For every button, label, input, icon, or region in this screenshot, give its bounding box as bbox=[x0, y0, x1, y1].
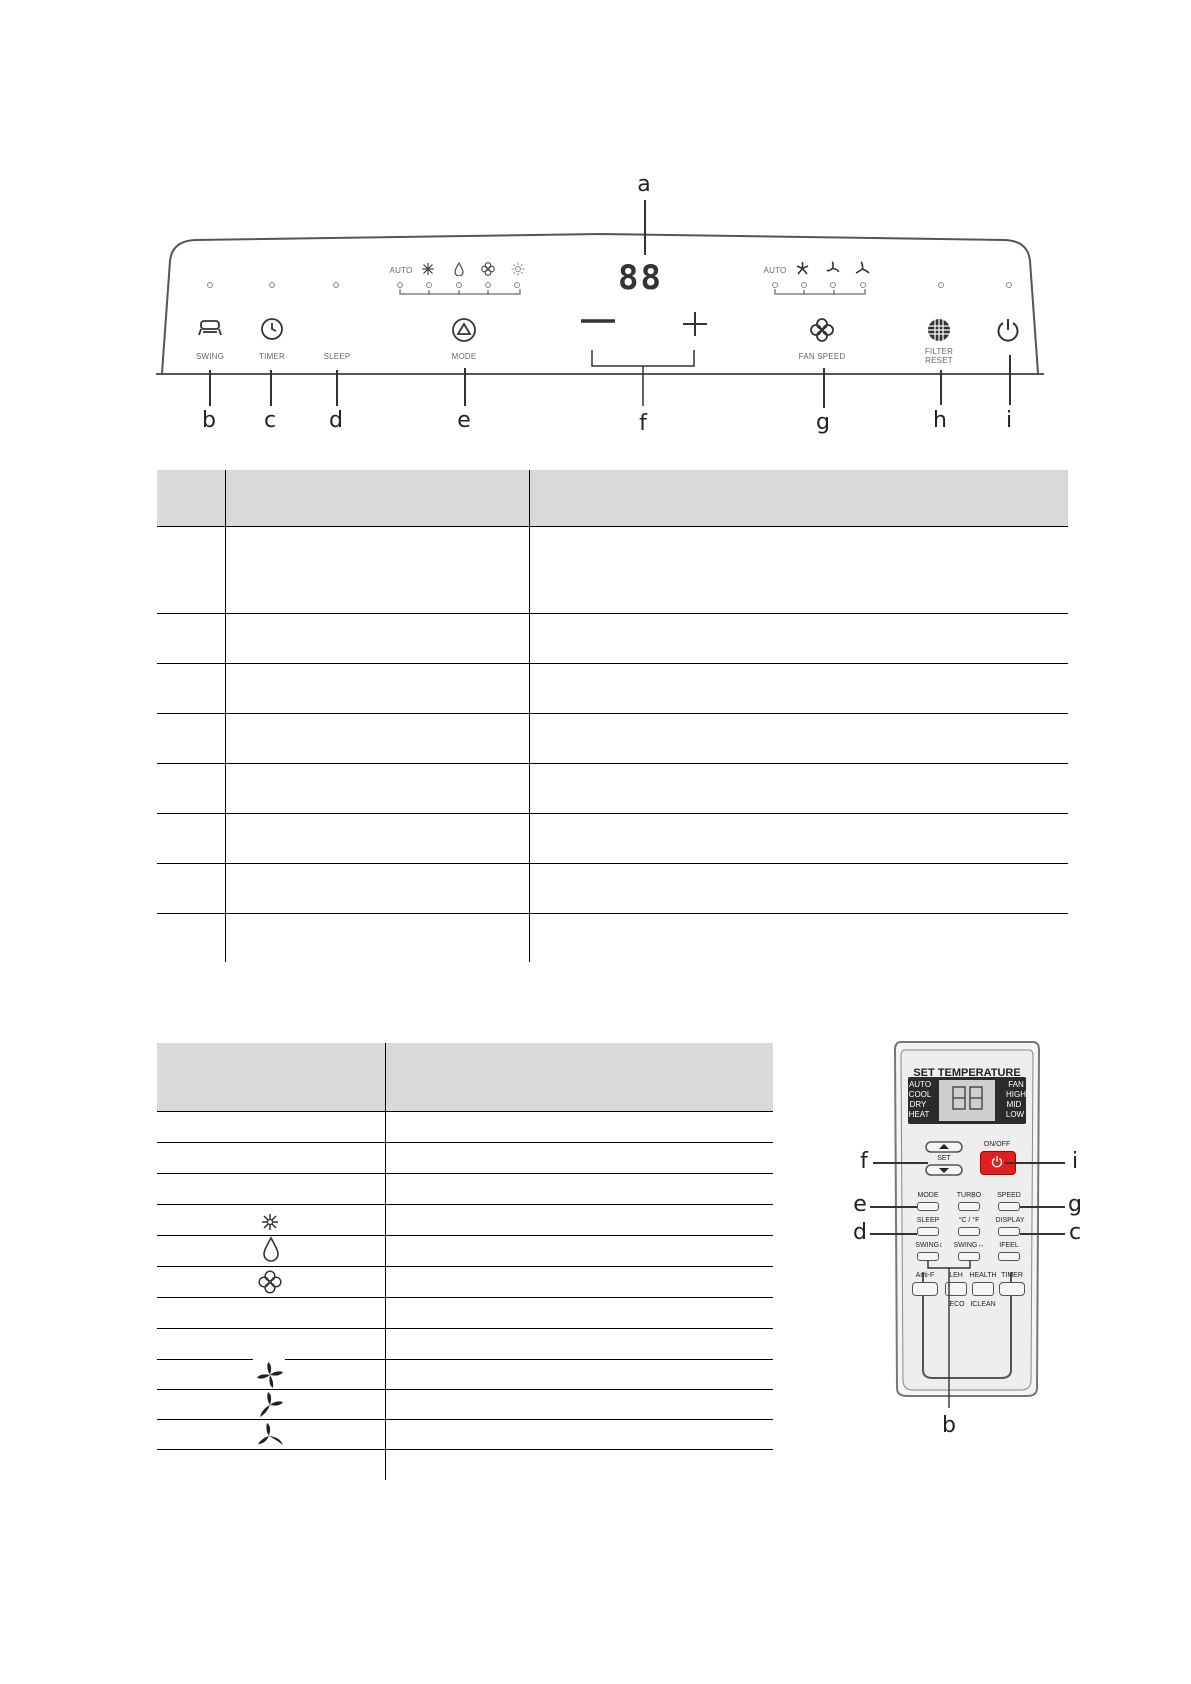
table-row-divider bbox=[157, 1389, 773, 1390]
fan-mid-icon bbox=[825, 261, 840, 276]
table-row-divider bbox=[157, 1266, 773, 1267]
leader-c bbox=[270, 370, 272, 406]
table-row-divider bbox=[157, 713, 1068, 714]
fan-icon bbox=[258, 1270, 282, 1294]
table-row-divider bbox=[157, 1297, 773, 1298]
table-row-divider bbox=[157, 1142, 773, 1143]
remote-turbo-label: TURBO bbox=[956, 1192, 982, 1199]
table-row-divider bbox=[157, 526, 1068, 527]
mode-auto-label: AUTO bbox=[389, 266, 413, 275]
remote-leh-label: LEH bbox=[949, 1272, 963, 1279]
fan-high-icon bbox=[256, 1361, 284, 1389]
leader-g bbox=[823, 368, 825, 408]
remote-set-temperature: SET TEMPERATURE bbox=[913, 1067, 1021, 1079]
remote-mid: MID bbox=[1006, 1100, 1022, 1109]
filter-icon[interactable] bbox=[926, 317, 952, 343]
remote-callout-e: e bbox=[853, 1192, 867, 1217]
remote-mode-auto: AUTO bbox=[908, 1080, 932, 1089]
table-row-divider bbox=[157, 813, 1068, 814]
remote-callout-c: c bbox=[1068, 1220, 1082, 1245]
remote-speed-label: SPEED bbox=[997, 1192, 1021, 1199]
set-up-button[interactable] bbox=[925, 1141, 963, 1153]
table-row-divider bbox=[157, 613, 1068, 614]
remote-callout-i: i bbox=[1071, 1149, 1079, 1174]
callout-b: b bbox=[202, 408, 216, 433]
sun-icon bbox=[511, 262, 525, 276]
callout-i: i bbox=[1005, 408, 1013, 433]
timer-label: TIMER bbox=[259, 352, 285, 361]
table-row-divider bbox=[157, 1419, 773, 1420]
remote-swing-h-label: SWING↔ bbox=[953, 1242, 985, 1249]
table-row-divider bbox=[157, 1235, 773, 1236]
table-col-divider bbox=[385, 1043, 386, 1480]
power-icon bbox=[991, 1155, 1003, 1168]
set-down-button[interactable] bbox=[925, 1164, 963, 1176]
snowflake-icon bbox=[261, 1213, 279, 1231]
remote-health-label: HEALTH bbox=[969, 1272, 997, 1279]
moon-icon[interactable] bbox=[325, 317, 347, 341]
sleep-led bbox=[333, 282, 339, 288]
remote-leader-c bbox=[1020, 1233, 1065, 1235]
callout-h: h bbox=[933, 408, 947, 433]
leader-i bbox=[1009, 355, 1011, 405]
leader-h bbox=[940, 370, 942, 405]
remote-unit-label: °C / °F bbox=[958, 1217, 980, 1224]
remote-callout-g: g bbox=[1068, 1192, 1082, 1217]
callout-e: e bbox=[457, 408, 471, 433]
callout-a: a bbox=[637, 172, 651, 197]
remote-leader-i bbox=[1005, 1162, 1065, 1164]
remote-ifeel-button[interactable] bbox=[998, 1252, 1020, 1261]
table-row-divider bbox=[157, 1328, 773, 1329]
remote-on-off-label: ON/OFF bbox=[983, 1141, 1011, 1148]
fan-icon bbox=[481, 262, 495, 276]
remote-display-label: DISPLAY bbox=[995, 1217, 1025, 1224]
fan-speed-label: FAN SPEED bbox=[798, 352, 846, 361]
remote-eco-label: ECO bbox=[949, 1301, 965, 1308]
table-row-divider bbox=[157, 913, 1068, 914]
mode-label: MODE bbox=[451, 352, 477, 361]
remote-mode-button[interactable] bbox=[917, 1202, 939, 1211]
remote-leader-e bbox=[870, 1206, 917, 1208]
leader-a bbox=[644, 200, 646, 255]
table-row-divider bbox=[157, 1359, 253, 1360]
callout-c: c bbox=[263, 408, 277, 433]
swing-icon[interactable] bbox=[198, 318, 222, 338]
minus-button[interactable] bbox=[580, 316, 616, 326]
table-row-divider bbox=[157, 763, 1068, 764]
table-row-divider bbox=[157, 1449, 773, 1450]
table-row-divider bbox=[157, 1111, 773, 1112]
leader-b bbox=[209, 370, 211, 406]
leader-d bbox=[336, 370, 338, 406]
remote-fan: FAN bbox=[1008, 1080, 1024, 1089]
clock-icon[interactable] bbox=[260, 317, 284, 341]
temperature-display: 88 bbox=[618, 258, 663, 298]
remote-display-button[interactable] bbox=[998, 1227, 1020, 1236]
table-row-divider bbox=[285, 1359, 773, 1360]
mode-icon[interactable] bbox=[451, 317, 477, 343]
timer-led bbox=[269, 282, 275, 288]
snowflake-icon bbox=[421, 262, 435, 276]
fan-high-icon bbox=[795, 261, 810, 276]
swing-led bbox=[207, 282, 213, 288]
remote-unit-button[interactable] bbox=[958, 1227, 980, 1236]
remote-swing-v-label: SWING↕ bbox=[915, 1242, 943, 1249]
mode-bracket bbox=[398, 288, 522, 298]
drop-icon bbox=[453, 262, 465, 276]
remote-callout-f: f bbox=[860, 1149, 868, 1174]
remote-high: HIGH bbox=[1006, 1090, 1026, 1099]
filter-reset-label: FILTER RESET bbox=[924, 347, 954, 365]
fan-speed-icon[interactable] bbox=[809, 317, 835, 343]
sleep-label: SLEEP bbox=[323, 352, 351, 361]
remote-mode-label: MODE bbox=[917, 1192, 939, 1199]
drop-icon bbox=[262, 1236, 280, 1262]
fan-mid-icon bbox=[256, 1391, 284, 1419]
remote-sleep-label: SLEEP bbox=[916, 1217, 940, 1224]
remote-callout-b: b bbox=[942, 1413, 956, 1438]
fan-low-icon bbox=[855, 261, 870, 276]
remote-sleep-button[interactable] bbox=[917, 1227, 939, 1236]
remote-callout-d: d bbox=[853, 1220, 867, 1245]
table-row-divider bbox=[157, 663, 1068, 664]
remote-iclean-label: ICLEAN bbox=[970, 1301, 996, 1308]
symbols-table-header bbox=[157, 1043, 773, 1111]
remote-mode-cool: COOL bbox=[908, 1090, 932, 1099]
power-icon[interactable] bbox=[995, 317, 1021, 343]
remote-mode-dry: DRY bbox=[909, 1100, 927, 1109]
leader-e bbox=[464, 368, 466, 406]
parts-table-header bbox=[157, 470, 1068, 526]
fan-auto-label: AUTO bbox=[763, 266, 787, 275]
table-row-divider bbox=[157, 1204, 773, 1205]
remote-timer-label: TIMER bbox=[1001, 1272, 1023, 1279]
table-row-divider bbox=[157, 863, 1068, 864]
fan-bracket bbox=[773, 288, 867, 298]
fan-low-icon bbox=[256, 1421, 284, 1447]
remote-leader-b bbox=[925, 1258, 975, 1410]
callout-g: g bbox=[816, 410, 830, 435]
filter-led bbox=[938, 282, 944, 288]
remote-leader-d bbox=[870, 1233, 917, 1235]
remote-ifeel-label: IFEEL bbox=[999, 1242, 1019, 1249]
remote-speed-button[interactable] bbox=[998, 1202, 1020, 1211]
plus-button[interactable] bbox=[682, 311, 708, 337]
leader-f bbox=[590, 348, 696, 408]
table-row-divider bbox=[157, 1173, 773, 1174]
remote-timer-button[interactable] bbox=[999, 1282, 1025, 1296]
remote-mode-heat: HEAT bbox=[908, 1110, 930, 1119]
table-col-divider bbox=[529, 470, 530, 962]
remote-antif-label: Anti-F bbox=[915, 1272, 935, 1279]
table-col-divider bbox=[225, 470, 226, 962]
remote-low: LOW bbox=[1005, 1110, 1025, 1119]
remote-leader-f bbox=[873, 1162, 928, 1164]
remote-leader-g bbox=[1020, 1206, 1065, 1208]
swing-label: SWING bbox=[195, 352, 225, 361]
callout-f: f bbox=[639, 411, 647, 436]
remote-health-button[interactable] bbox=[972, 1282, 994, 1296]
remote-turbo-button[interactable] bbox=[958, 1202, 980, 1211]
remote-lcd-digits bbox=[951, 1085, 985, 1111]
remote-set-label: SET bbox=[937, 1155, 951, 1162]
power-led bbox=[1006, 282, 1012, 288]
callout-d: d bbox=[329, 408, 343, 433]
